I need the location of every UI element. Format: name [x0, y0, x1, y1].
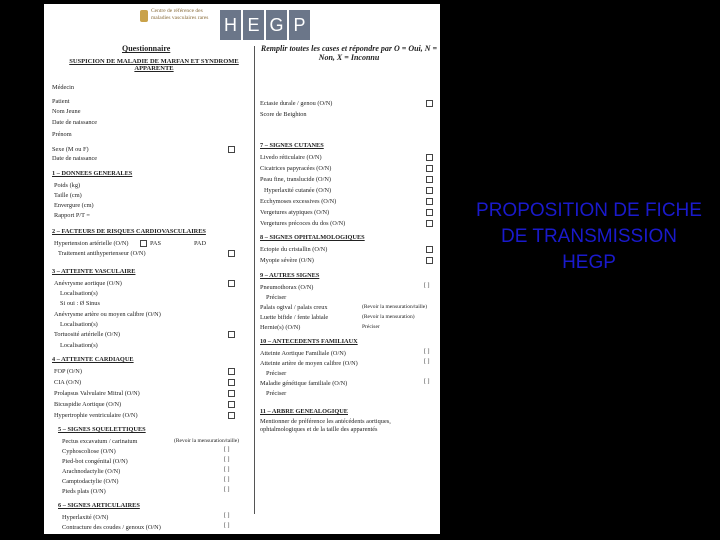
hegp-letter: H: [220, 10, 241, 40]
bracket[interactable]: [ ]: [224, 513, 230, 519]
item-pad: PAD: [194, 240, 207, 247]
item: Tortuosité artérielle (O/N): [54, 331, 121, 338]
checkbox[interactable]: [228, 390, 235, 397]
checkbox[interactable]: [426, 187, 433, 194]
field-birthdate: Date de naissance: [52, 119, 98, 126]
checkbox[interactable]: [228, 146, 235, 153]
checkbox[interactable]: [228, 401, 235, 408]
item: Localisation(s): [60, 321, 98, 328]
field-date: Date de naissance: [52, 155, 98, 162]
item: Prolapsus Valvulaire Mitral (O/N): [54, 390, 140, 397]
item: Anévrysme artère ou moyen calibre (O/N): [54, 311, 161, 318]
section-title-3: 3 – ATTEINTE VASCULAIRE: [52, 268, 136, 275]
item: Cyphoscoliose (O/N): [62, 448, 116, 455]
checkbox[interactable]: [426, 209, 433, 216]
item: Myopie sévère (O/N): [260, 257, 314, 264]
hegp-logo: [220, 10, 310, 40]
field-ectasie: Ectasie durale / genou (O/N): [260, 100, 333, 107]
bracket[interactable]: [ ]: [424, 349, 430, 355]
logo-mark-icon: [140, 10, 148, 22]
slide-title-line: HEGP: [562, 252, 616, 273]
checkbox[interactable]: [228, 412, 235, 419]
item: Mentionner de préférence les antécédents aortiques, ophtalmologiques et de la taille des apparentés: [260, 418, 391, 433]
item: Hypertrophie ventriculaire (O/N): [54, 412, 138, 419]
checkbox[interactable]: [228, 331, 235, 338]
item: Livedo réticulaire (O/N): [260, 154, 322, 161]
note: (Revoir la mensuration/taille): [362, 304, 428, 310]
item: FOP (O/N): [54, 368, 82, 375]
item-rapport: Rapport P/T =: [54, 212, 90, 219]
note: Préciser: [362, 324, 380, 330]
item: Ecchymoses excessives (O/N): [260, 198, 337, 205]
section-title-1: 1 – DONNEES GENERALES: [52, 170, 133, 177]
checkbox[interactable]: [426, 257, 433, 264]
section-title-8: 8 – SIGNES OPHTALMOLOGIQUES: [260, 234, 365, 241]
item: Atteinte artère de moyen calibre (O/N): [260, 360, 358, 367]
bracket[interactable]: [ ]: [224, 457, 230, 463]
item-taille: Taille (cm): [54, 192, 82, 199]
checkbox[interactable]: [426, 165, 433, 172]
item: Anévrysme aortique (O/N): [54, 280, 122, 287]
item: Bicuspidie Aortique (O/N): [54, 401, 122, 408]
slide-title-line: DE TRANSMISSION: [501, 226, 677, 247]
bracket[interactable]: [ ]: [224, 447, 230, 453]
hegp-letter: E: [243, 10, 264, 40]
item: Luette bifide / fente labiale: [260, 314, 329, 321]
item: Arachnodactylie (O/N): [62, 468, 121, 475]
bracket[interactable]: [ ]: [224, 467, 230, 473]
logo-text: Centre de référence des maladies vasculaires rares: [151, 8, 209, 21]
field-beighton: Score de Beighton: [260, 111, 307, 118]
bracket[interactable]: [ ]: [424, 379, 430, 385]
slide-title-line: PROPOSITION DE FICHE: [476, 200, 702, 221]
item: Camptodactylie (O/N): [62, 478, 119, 485]
item: Pieds plats (O/N): [62, 488, 106, 495]
checkbox[interactable]: [228, 250, 235, 257]
hegp-letter: G: [266, 10, 287, 40]
item: CIA (O/N): [54, 379, 82, 386]
item: Atteinte Aortique Familiale (O/N): [260, 350, 346, 357]
bracket[interactable]: [ ]: [224, 523, 230, 529]
item: Si oui : Ø Sinus: [60, 300, 100, 307]
item-hta: Hypertension artérielle (O/N): [54, 240, 129, 247]
item: Pneumothorax (O/N): [260, 284, 314, 291]
checkbox[interactable]: [426, 246, 433, 253]
checkbox[interactable]: [228, 280, 235, 287]
section-title-2: 2 – FACTEURS DE RISQUES CARDIOVASCULAIRES: [52, 228, 206, 235]
item: Maladie génétique familiale (O/N): [260, 380, 348, 387]
checkbox[interactable]: [228, 379, 235, 386]
item: Ectopie du cristallin (O/N): [260, 246, 328, 253]
bracket[interactable]: [ ]: [424, 283, 430, 289]
section-title-9: 9 – AUTRES SIGNES: [260, 272, 320, 279]
bracket[interactable]: [ ]: [224, 487, 230, 493]
note: (Revoir la mensuration): [362, 314, 415, 320]
item: Localisation(s): [60, 342, 98, 349]
field-patient: Patient: [52, 98, 70, 105]
note: (Revoir la mensuration/taille): [174, 438, 240, 444]
item-poids: Poids (kg): [54, 182, 81, 189]
item: Peau fine, translucide (O/N): [260, 176, 331, 183]
checkbox[interactable]: [426, 198, 433, 205]
item: Localisation(s): [60, 290, 98, 297]
item: Vergetures précoces du dos (O/N): [260, 220, 346, 227]
item: Préciser: [266, 370, 287, 377]
checkbox[interactable]: [426, 154, 433, 161]
bracket[interactable]: [ ]: [224, 477, 230, 483]
hegp-letter: P: [289, 10, 310, 40]
section-title-7: 7 – SIGNES CUTANES: [260, 142, 324, 149]
checkbox[interactable]: [426, 176, 433, 183]
form-instructions: Remplir toutes les cases et répondre par O = Oui, N = Non, X = Inconnu: [260, 44, 438, 62]
checkbox[interactable]: [228, 368, 235, 375]
item-pas: PAS: [150, 240, 161, 247]
section-title-10: 10 – ANTECEDENTS FAMILIAUX: [260, 338, 358, 345]
form-title: Questionnaire: [122, 44, 171, 53]
questionnaire-document: [44, 4, 440, 534]
section-title-5: 5 – SIGNES SQUELETTIQUES: [58, 426, 146, 433]
item: Hernie(s) (O/N): [260, 324, 301, 331]
item: Pied-bot congénital (O/N): [62, 458, 128, 465]
item: Préciser: [266, 390, 287, 397]
checkbox[interactable]: [426, 100, 433, 107]
item: Pectus excavatum / carinatum: [62, 438, 138, 445]
form-subtitle: SUSPICION DE MALADIE DE MARFAN ET SYNDROME APPARENTE: [69, 58, 239, 72]
field-sexe: Sexe (M ou F): [52, 146, 89, 153]
item-envergure: Envergure (cm): [54, 202, 94, 209]
section-title-6: 6 – SIGNES ARTICULAIRES: [58, 502, 140, 509]
slide-title: [464, 198, 714, 276]
item: Hyperlaxité (O/N): [62, 514, 109, 521]
checkbox[interactable]: [426, 220, 433, 227]
item: Vergetures atypiques (O/N): [260, 209, 330, 216]
item: Préciser: [266, 294, 287, 301]
section-title-4: 4 – ATTEINTE CARDIAQUE: [52, 356, 134, 363]
item: Palais ogival / palais creux: [260, 304, 328, 311]
checkbox[interactable]: [140, 240, 147, 247]
item: Cicatrices papyracées (O/N): [260, 165, 332, 172]
field-prenom: Prénom: [52, 131, 72, 138]
reference-center-logo: [140, 8, 220, 42]
bracket[interactable]: [ ]: [424, 359, 430, 365]
column-divider: [254, 46, 255, 514]
item: Contracture des coudes / genoux (O/N): [62, 524, 161, 531]
item-traitement: Traitement antihypertenseur (O/N): [58, 250, 146, 257]
field-nom-jeune: Nom Jeune: [52, 108, 81, 115]
field-medecin: Médecin: [52, 84, 75, 91]
section-title-11: 11 – ARBRE GENEALOGIQUE: [260, 408, 348, 415]
item: Hyperlaxité cutanée (O/N): [264, 187, 332, 194]
